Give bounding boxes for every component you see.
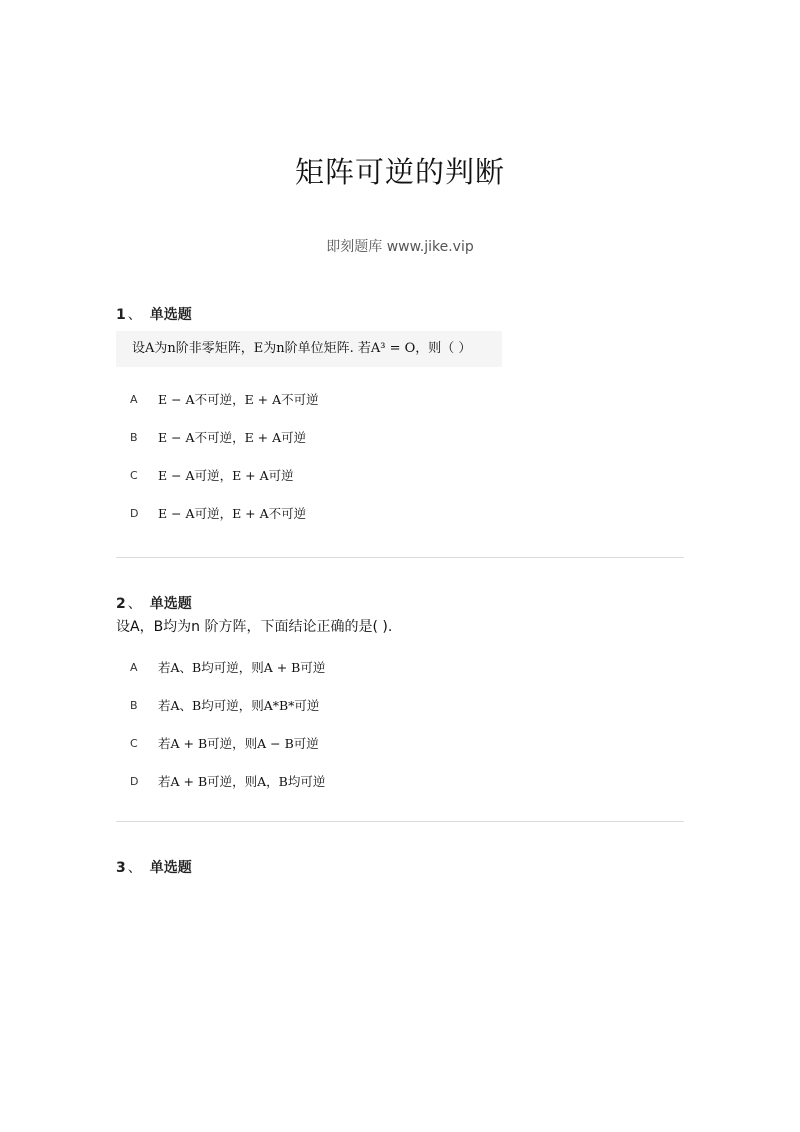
question-number: 2 xyxy=(116,596,126,612)
question-2 xyxy=(116,594,684,800)
option-letter: C xyxy=(130,468,138,482)
question-stem: 设A，B均为n 阶方阵，下面结论正确的是( ). xyxy=(116,619,393,635)
question-3 xyxy=(116,858,684,878)
option-letter: B xyxy=(130,698,138,712)
option-list xyxy=(116,648,684,800)
question-separator: 、 xyxy=(127,860,142,876)
option-letter: A xyxy=(130,392,138,406)
question-separator: 、 xyxy=(127,596,142,612)
option-a[interactable] xyxy=(116,648,684,686)
option-list xyxy=(116,380,684,532)
question-1 xyxy=(116,305,684,532)
option-text: E − A可逆，E + A不可逆 xyxy=(158,506,307,521)
page-subtitle: 即刻题库 www.jike.vip xyxy=(326,239,474,255)
page-title: 矩阵可逆的判断 xyxy=(294,155,505,189)
option-text: 若A + B可逆，则A − B可逆 xyxy=(158,736,319,751)
option-letter: A xyxy=(130,660,138,674)
option-c[interactable] xyxy=(116,724,684,762)
question-separator: 、 xyxy=(127,307,142,323)
option-letter: C xyxy=(130,736,138,750)
question-stem: 设A为n阶非零矩阵，E为n阶单位矩阵. 若A³ = O，则（ ） xyxy=(116,331,502,367)
option-a[interactable] xyxy=(116,380,684,418)
question-header xyxy=(116,305,684,325)
question-type: 单选题 xyxy=(149,860,192,876)
question-type: 单选题 xyxy=(149,307,192,323)
option-text: 若A + B可逆，则A，B均可逆 xyxy=(158,774,326,789)
option-text: 若A、B均可逆，则A + B可逆 xyxy=(158,660,326,675)
option-b[interactable] xyxy=(116,686,684,724)
option-d[interactable] xyxy=(116,762,684,800)
option-text: E − A不可逆，E + A可逆 xyxy=(158,430,307,445)
question-number: 1 xyxy=(116,307,126,323)
option-b[interactable] xyxy=(116,418,684,456)
question-header xyxy=(116,594,684,614)
question-divider xyxy=(116,821,684,822)
option-letter: D xyxy=(130,774,139,788)
option-text: E − A可逆，E + A可逆 xyxy=(158,468,294,483)
question-type: 单选题 xyxy=(149,596,192,612)
option-letter: D xyxy=(130,506,139,520)
question-number: 3 xyxy=(116,860,126,876)
option-c[interactable] xyxy=(116,456,684,494)
option-d[interactable] xyxy=(116,494,684,532)
question-header xyxy=(116,858,684,878)
option-text: E − A不可逆，E + A不可逆 xyxy=(158,392,319,407)
option-text: 若A、B均可逆，则A*B*可逆 xyxy=(158,698,320,713)
option-letter: B xyxy=(130,430,138,444)
question-divider xyxy=(116,557,684,558)
